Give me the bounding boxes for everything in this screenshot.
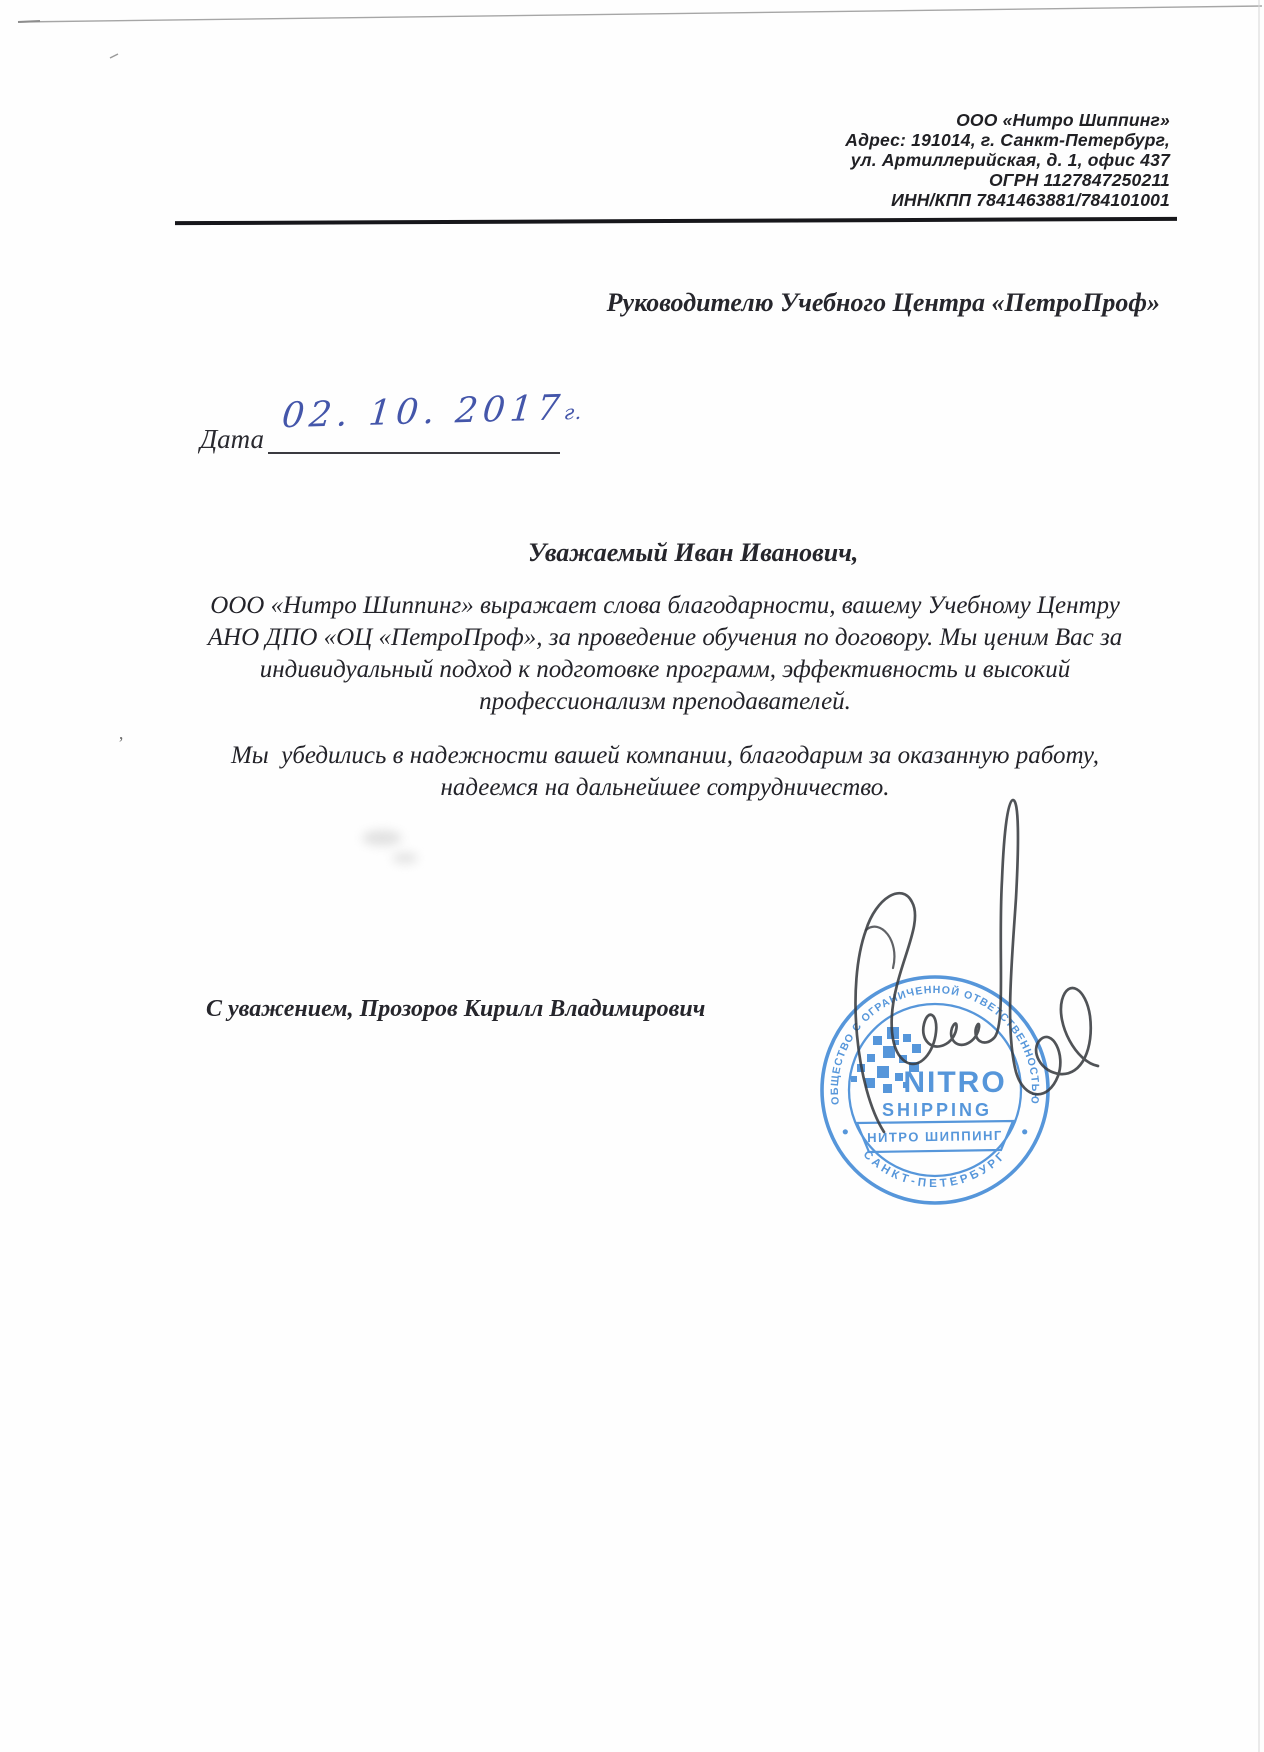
paragraph-line: АНО ДПО «ОЦ «ПетроПроф», за проведение обучения по договору. Мы ценим Вас за bbox=[207, 624, 1123, 651]
stamp-dot-left bbox=[843, 1129, 848, 1134]
sender-header bbox=[845, 110, 1170, 210]
paragraph-line: надеемся на дальнейшее сотрудничество. bbox=[440, 774, 890, 801]
sender-inn-kpp: ИНН/КПП 7841463881/784101001 bbox=[891, 190, 1170, 210]
paragraph-line: профессионализм преподавателей. bbox=[479, 688, 851, 715]
stamp-title-ru: НИТРО ШИППИНГ bbox=[867, 1127, 1003, 1146]
stamp-ring-bottom-text: САНКТ-ПЕТЕРБУРГ bbox=[860, 1147, 1010, 1191]
sender-company: ООО «Нитро Шиппинг» bbox=[956, 110, 1170, 130]
date-underline bbox=[268, 452, 560, 454]
date-label: Дата bbox=[200, 424, 265, 454]
salutation-line: Уважаемый Иван Иванович, bbox=[528, 538, 859, 567]
sender-ogrn: ОГРН 1127847250211 bbox=[988, 170, 1170, 190]
company-stamp bbox=[815, 970, 1055, 1210]
paragraph-line: индивидуальный подход к подготовке программ, эффективность и высокий bbox=[259, 656, 1071, 683]
sender-address-line2: ул. Артиллерийская, д. 1, офис 437 bbox=[850, 150, 1170, 170]
stray-pen-mark: ’ bbox=[118, 733, 124, 753]
stamp-dot-right bbox=[1022, 1129, 1027, 1134]
scan-smudge bbox=[362, 830, 402, 846]
stamp-subtitle-en: SHIPPING bbox=[881, 1100, 993, 1120]
date-suffix: г. bbox=[563, 399, 584, 425]
body-paragraph-2 bbox=[152, 740, 1178, 804]
body-paragraph-1 bbox=[152, 590, 1178, 718]
sender-address-line1: Адрес: 191014, г. Санкт-Петербург, bbox=[845, 130, 1170, 150]
paragraph-line: Мы убедились в надежности вашей компании, благодарим за оказанную работу, bbox=[230, 742, 1100, 769]
closing-signature-line: С уважением, Прозоров Кирилл Владимирович bbox=[206, 996, 706, 1022]
stamp-ring-top-text: ОБЩЕСТВО С ОГРАНИЧЕННОЙ ОТВЕТСТВЕННОСТЬЮ bbox=[828, 983, 1042, 1106]
scan-edge-shadow bbox=[1258, 0, 1260, 1752]
svg-text:САНКТ-ПЕТЕРБУРГ bbox=[861, 1148, 1010, 1190]
addressee-line: Руководителю Учебного Центра «ПетроПроф» bbox=[606, 288, 1160, 317]
handwritten-date: 02. 10. 2017г. bbox=[280, 388, 584, 437]
header-separator-line bbox=[175, 217, 1177, 225]
stamp-title-en: NITRO bbox=[903, 1066, 1007, 1099]
stamp-svg bbox=[815, 970, 1055, 1210]
scan-smudge bbox=[392, 852, 418, 864]
paragraph-line: ООО «Нитро Шиппинг» выражает слова благодарности, вашему Учебному Центру bbox=[210, 592, 1120, 619]
